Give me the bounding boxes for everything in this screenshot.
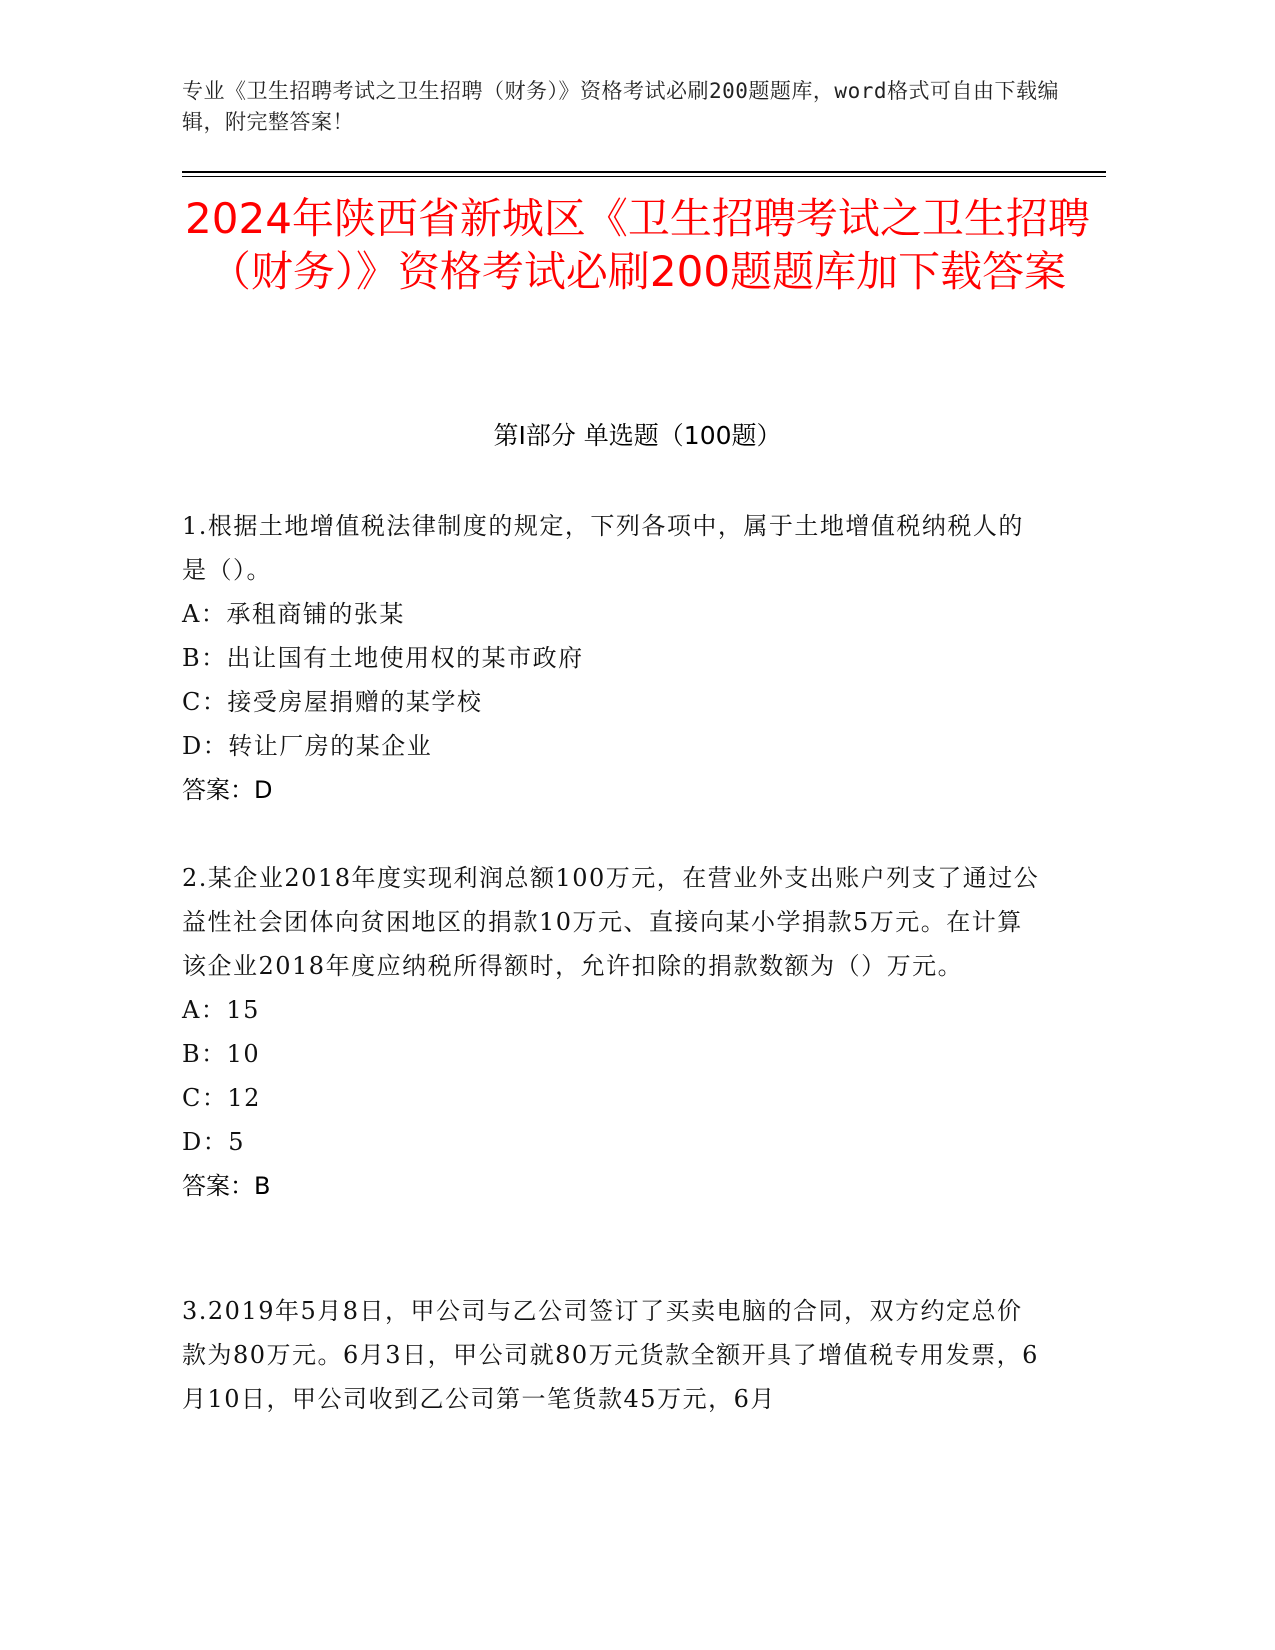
answer: 答案：D [182,776,273,804]
section-title: 第I部分 单选题（100题） [493,421,782,450]
option-c: C：接受房屋捐赠的某学校 [182,688,483,716]
question-2 [182,856,1042,1208]
option-d: D：5 [182,1128,246,1156]
option-c: C：12 [182,1084,261,1112]
option-a: A：承租商铺的张某 [182,600,405,628]
question-1 [182,504,1042,812]
option-a: A：15 [182,996,260,1024]
question-3 [182,1289,1042,1421]
answer: 答案：B [182,1172,271,1200]
header-divider-thick [182,171,1106,173]
header-divider-thin [182,176,1106,177]
document-title: 2024年陕西省新城区《卫生招聘考试之卫生招聘（财务）》资格考试必刷200题题库加下载答案 [185,194,1090,296]
question-stem: 1.根据土地增值税法律制度的规定，下列各项中，属于土地增值税纳税人的是（）。 [182,512,1024,584]
question-stem: 3.2019年5月8日，甲公司与乙公司签订了买卖电脑的合同，双方约定总价款为80万元。6月3日，甲公司就80万元货款全额开具了增值税专用发票，6月10日，甲公司收到乙公司第一笔货款45万元，6月 [182,1297,1039,1413]
question-stem: 2.某企业2018年度实现利润总额100万元，在营业外支出账户列支了通过公益性社会团体向贫困地区的捐款10万元、直接向某小学捐款5万元。在计算该企业2018年度应纳税所得额时，允许扣除的捐款数额为（）万元。 [182,864,1040,980]
option-b: B：10 [182,1040,261,1068]
option-d: D：转让厂房的某企业 [182,732,433,760]
header-note: 专业《卫生招聘考试之卫生招聘（财务）》资格考试必刷200题题库，word格式可自由下载编辑，附完整答案！ [182,79,1059,134]
option-b: B：出让国有土地使用权的某市政府 [182,644,584,672]
